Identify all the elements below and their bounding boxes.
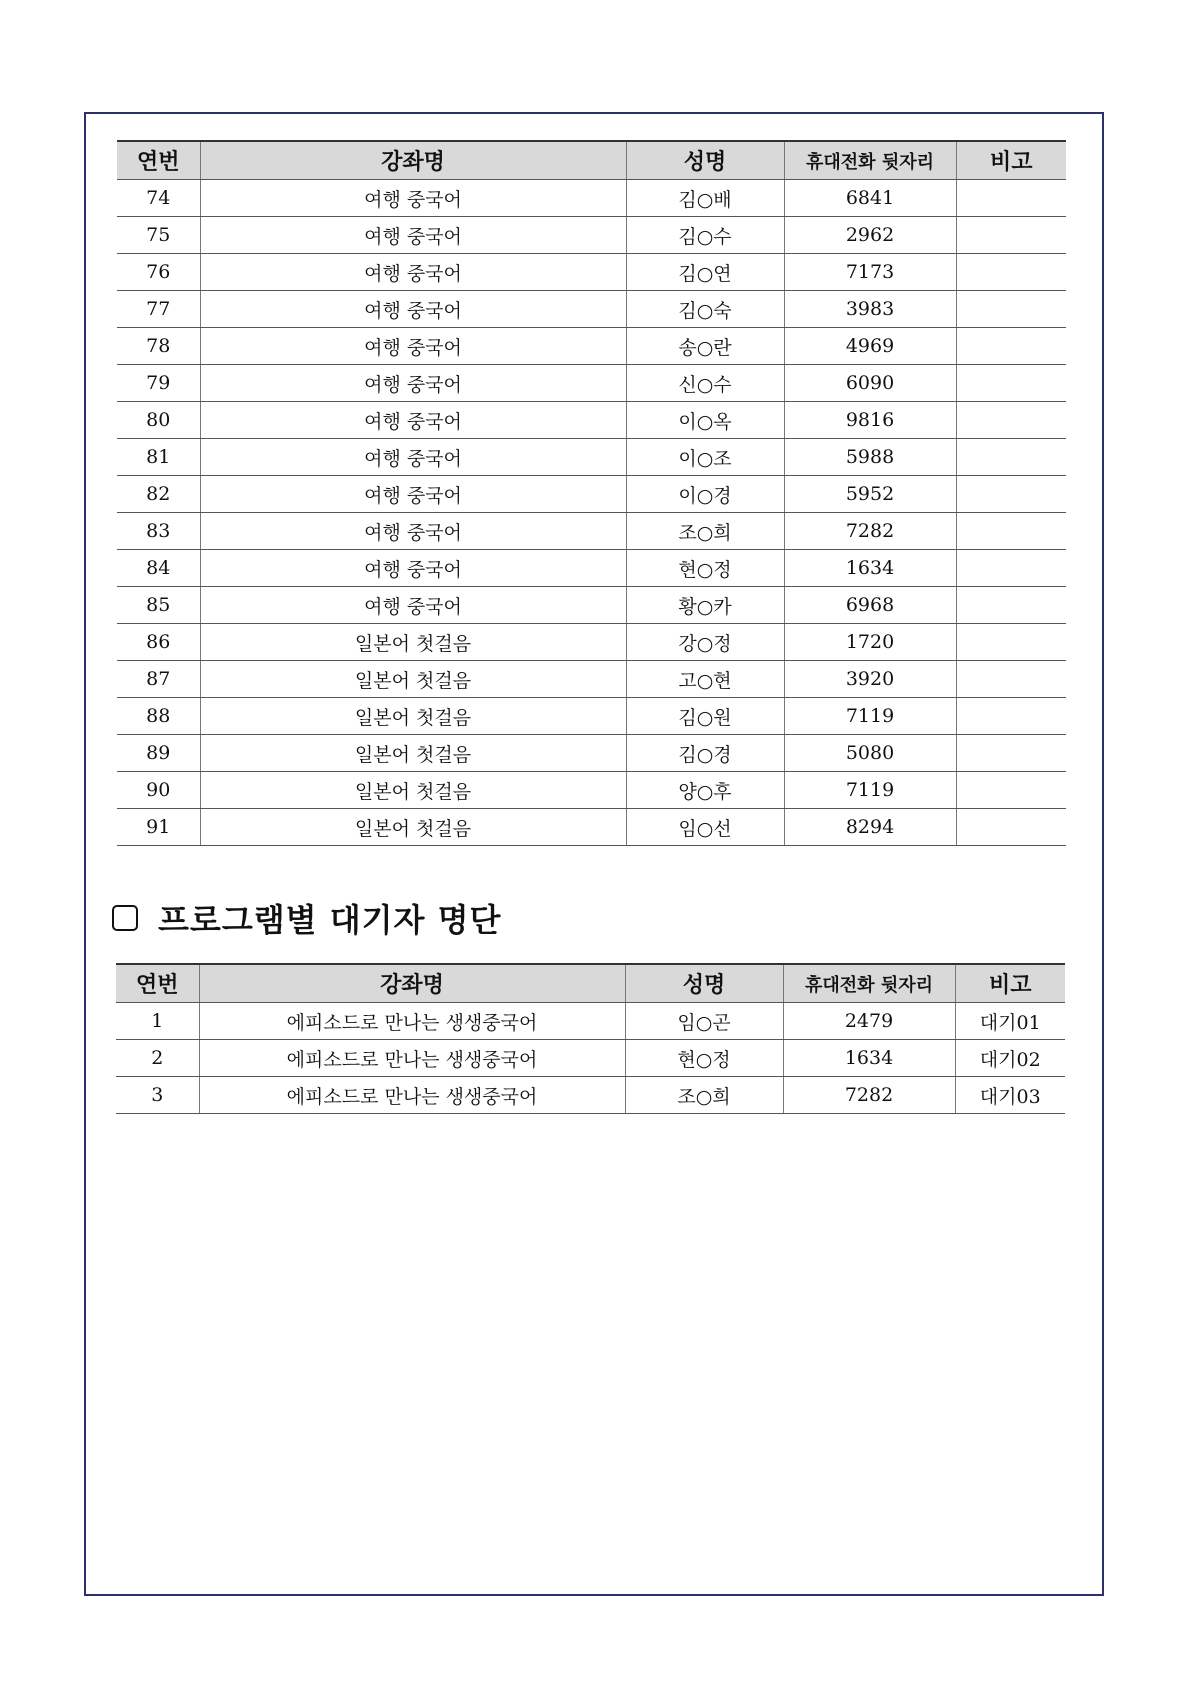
cell-course: 에피소드로 만나는 생생중국어: [199, 1040, 625, 1077]
section-title: 프로그램별 대기자 명단: [158, 901, 502, 939]
cell-phone: 7119: [784, 772, 956, 809]
cell-phone: 1634: [783, 1040, 955, 1077]
cell-note: [956, 661, 1066, 698]
table-row: [116, 1040, 1065, 1077]
cell-note: [956, 217, 1066, 254]
cell-phone: 6968: [784, 587, 956, 624]
cell-phone: 7282: [784, 513, 956, 550]
table-row: [117, 476, 1066, 513]
header-course: 강좌명: [200, 141, 626, 180]
table-row: [117, 328, 1066, 365]
table-row: [117, 254, 1066, 291]
cell-note: [956, 402, 1066, 439]
cell-name: 이○옥: [626, 402, 784, 439]
table-row: [117, 772, 1066, 809]
cell-no: 90: [117, 772, 200, 809]
cell-name: 조○희: [626, 513, 784, 550]
cell-course: 에피소드로 만나는 생생중국어: [199, 1003, 625, 1040]
header-no: 연번: [117, 141, 200, 180]
table-row: [117, 698, 1066, 735]
cell-course: 여행 중국어: [200, 180, 626, 217]
cell-phone: 3983: [784, 291, 956, 328]
cell-course: 여행 중국어: [200, 291, 626, 328]
cell-note: [956, 587, 1066, 624]
cell-name: 양○후: [626, 772, 784, 809]
cell-no: 79: [117, 365, 200, 402]
cell-no: 74: [117, 180, 200, 217]
cell-name: 김○숙: [626, 291, 784, 328]
cell-course: 여행 중국어: [200, 550, 626, 587]
waitlist-table: [116, 963, 1065, 1114]
cell-course: 일본어 첫걸음: [200, 772, 626, 809]
cell-name: 강○정: [626, 624, 784, 661]
cell-name: 이○조: [626, 439, 784, 476]
cell-course: 일본어 첫걸음: [200, 735, 626, 772]
cell-no: 83: [117, 513, 200, 550]
header-name: 성명: [626, 141, 784, 180]
cell-course: 여행 중국어: [200, 439, 626, 476]
header-phone: 휴대전화 뒷자리: [783, 964, 955, 1003]
cell-name: 조○희: [625, 1077, 783, 1114]
cell-name: 김○경: [626, 735, 784, 772]
cell-no: 81: [117, 439, 200, 476]
cell-course: 여행 중국어: [200, 587, 626, 624]
cell-note: 대기03: [955, 1077, 1065, 1114]
table-row: [116, 1077, 1065, 1114]
cell-note: [956, 291, 1066, 328]
header-note: 비고: [956, 141, 1066, 180]
cell-name: 김○수: [626, 217, 784, 254]
cell-no: 3: [116, 1077, 199, 1114]
cell-note: [956, 328, 1066, 365]
cell-note: [956, 180, 1066, 217]
table-row: [117, 217, 1066, 254]
cell-name: 고○현: [626, 661, 784, 698]
cell-name: 임○선: [626, 809, 784, 846]
header-course: 강좌명: [199, 964, 625, 1003]
cell-no: 87: [117, 661, 200, 698]
cell-name: 김○연: [626, 254, 784, 291]
cell-no: 76: [117, 254, 200, 291]
cell-course: 여행 중국어: [200, 328, 626, 365]
header-note: 비고: [955, 964, 1065, 1003]
cell-phone: 1634: [784, 550, 956, 587]
cell-name: 송○란: [626, 328, 784, 365]
cell-no: 84: [117, 550, 200, 587]
cell-no: 89: [117, 735, 200, 772]
header-no: 연번: [116, 964, 199, 1003]
cell-phone: 6090: [784, 365, 956, 402]
cell-note: [956, 735, 1066, 772]
table-row: [117, 180, 1066, 217]
cell-phone: 5952: [784, 476, 956, 513]
table-row: [117, 735, 1066, 772]
cell-no: 85: [117, 587, 200, 624]
cell-phone: 2479: [783, 1003, 955, 1040]
table-row: [117, 402, 1066, 439]
cell-no: 91: [117, 809, 200, 846]
cell-name: 이○경: [626, 476, 784, 513]
cell-phone: 3920: [784, 661, 956, 698]
cell-course: 여행 중국어: [200, 365, 626, 402]
cell-no: 80: [117, 402, 200, 439]
cell-course: 여행 중국어: [200, 402, 626, 439]
checkbox-icon: [112, 905, 138, 931]
cell-note: [956, 439, 1066, 476]
cell-no: 77: [117, 291, 200, 328]
cell-no: 2: [116, 1040, 199, 1077]
cell-course: 여행 중국어: [200, 513, 626, 550]
cell-no: 82: [117, 476, 200, 513]
cell-note: 대기02: [955, 1040, 1065, 1077]
table-row: [116, 1003, 1065, 1040]
table-row: [117, 809, 1066, 846]
cell-note: [956, 809, 1066, 846]
cell-phone: 4969: [784, 328, 956, 365]
cell-note: [956, 624, 1066, 661]
cell-note: [956, 513, 1066, 550]
table-header-row: [116, 964, 1065, 1003]
cell-phone: 7173: [784, 254, 956, 291]
cell-phone: 9816: [784, 402, 956, 439]
cell-course: 에피소드로 만나는 생생중국어: [199, 1077, 625, 1114]
cell-course: 일본어 첫걸음: [200, 624, 626, 661]
cell-note: 대기01: [955, 1003, 1065, 1040]
cell-phone: 8294: [784, 809, 956, 846]
cell-name: 현○정: [625, 1040, 783, 1077]
table-row: [117, 513, 1066, 550]
table-row: [117, 550, 1066, 587]
cell-phone: 7119: [784, 698, 956, 735]
cell-course: 일본어 첫걸음: [200, 809, 626, 846]
header-name: 성명: [625, 964, 783, 1003]
cell-name: 현○정: [626, 550, 784, 587]
enrollee-table: [117, 140, 1066, 846]
cell-note: [956, 698, 1066, 735]
table-row: [117, 624, 1066, 661]
cell-phone: 5080: [784, 735, 956, 772]
cell-no: 86: [117, 624, 200, 661]
cell-note: [956, 772, 1066, 809]
cell-no: 1: [116, 1003, 199, 1040]
cell-note: [956, 476, 1066, 513]
cell-course: 여행 중국어: [200, 217, 626, 254]
cell-phone: 2962: [784, 217, 956, 254]
cell-course: 일본어 첫걸음: [200, 661, 626, 698]
cell-phone: 1720: [784, 624, 956, 661]
table-row: [117, 661, 1066, 698]
cell-phone: 6841: [784, 180, 956, 217]
cell-no: 78: [117, 328, 200, 365]
table-row: [117, 291, 1066, 328]
header-phone: 휴대전화 뒷자리: [784, 141, 956, 180]
cell-course: 여행 중국어: [200, 254, 626, 291]
cell-course: 여행 중국어: [200, 476, 626, 513]
table-row: [117, 587, 1066, 624]
cell-name: 임○곤: [625, 1003, 783, 1040]
cell-note: [956, 254, 1066, 291]
cell-note: [956, 365, 1066, 402]
cell-name: 김○원: [626, 698, 784, 735]
table-row: [117, 365, 1066, 402]
cell-course: 일본어 첫걸음: [200, 698, 626, 735]
cell-name: 황○카: [626, 587, 784, 624]
cell-phone: 5988: [784, 439, 956, 476]
cell-no: 88: [117, 698, 200, 735]
waitlist-section-heading: [112, 896, 501, 940]
cell-phone: 7282: [783, 1077, 955, 1114]
cell-name: 김○배: [626, 180, 784, 217]
cell-name: 신○수: [626, 365, 784, 402]
table-header-row: [117, 141, 1066, 180]
table-row: [117, 439, 1066, 476]
cell-note: [956, 550, 1066, 587]
cell-no: 75: [117, 217, 200, 254]
